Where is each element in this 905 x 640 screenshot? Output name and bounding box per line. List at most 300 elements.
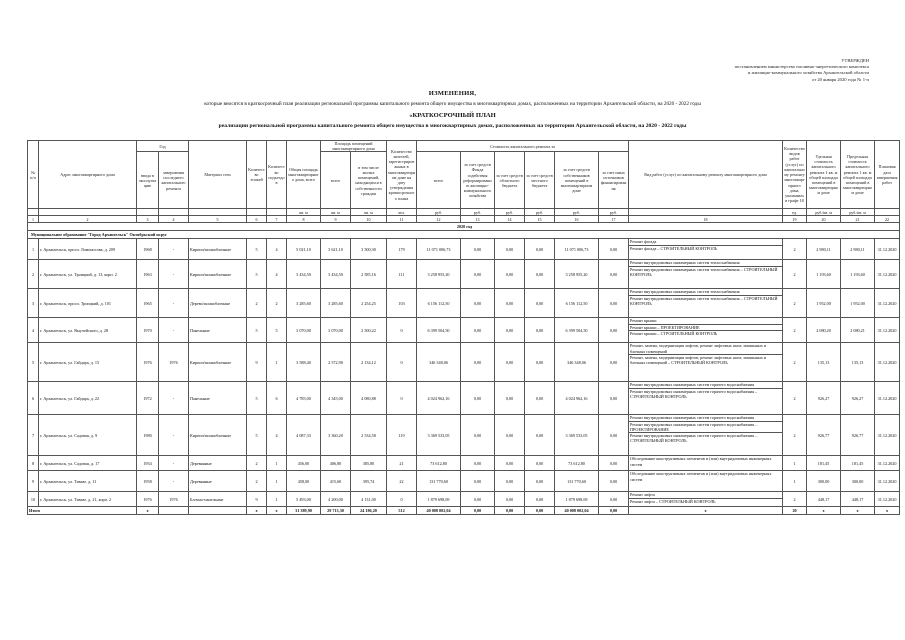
column-number-cell: 8	[287, 216, 321, 223]
cost-region-cell: 0,00	[495, 343, 525, 382]
unit-cell	[267, 209, 287, 216]
table-row	[28, 260, 900, 289]
cost-fund-cell: 0,00	[461, 471, 495, 492]
cost-owners-cell: 73 612,80	[555, 456, 599, 471]
year-built-cell: 1968	[137, 239, 159, 260]
limit-cost-cell: 300,00	[841, 471, 875, 492]
wall-material-cell: Кирпич/шлакоблочные	[189, 260, 247, 289]
area-residential-cell: 385,80	[351, 456, 387, 471]
cost-region-cell: 0,00	[495, 456, 525, 471]
address-cell: г. Архангельск, ул. Троицкий, д. 13, корп. 2	[39, 260, 137, 289]
work-item: Ремонт внутридомовых инженерных систем теплоснабжения – СТРОИТЕЛЬНЫЙ КОНТРОЛЬ	[630, 295, 778, 306]
column-number-cell: 9	[321, 216, 351, 223]
column-number-cell: 16	[555, 216, 599, 223]
works-count-cell: 2	[783, 239, 807, 260]
area-residential-cell: 3 500,30	[351, 239, 387, 260]
floors-cell: 5	[247, 415, 267, 456]
column-number-cell: 11	[387, 216, 417, 223]
row-number: 2	[28, 260, 39, 289]
unit-cost-cell: 2 980,11	[807, 239, 841, 260]
work-item: Ремонт внутридомовых инженерных систем горячего водоснабжения	[629, 415, 782, 421]
document-title: ИЗМЕНЕНИЯ,	[428, 90, 477, 97]
work-item: Ремонт внутридомовых инженерных систем теплоснабжения	[629, 260, 782, 266]
works-cell	[629, 343, 783, 382]
cost-fund-cell: 0,00	[461, 456, 495, 471]
limit-cost-cell: 1 193,60	[841, 260, 875, 289]
table-row	[28, 382, 900, 415]
header-cost-region: за счет средств областного бюджета	[495, 152, 525, 209]
header-works: Вид работ (услуг) по капитальному ремонту многоквартирного дома	[629, 141, 783, 209]
residents-cell: 21	[387, 456, 417, 471]
cost-fund-cell: 0,00	[461, 343, 495, 382]
header-cost-fund: за счет средств Фонда содействия реформированию жилищно-коммунального хозяйства	[461, 152, 495, 209]
cost-local-cell: 0,00	[525, 471, 555, 492]
limit-cost-cell: 2 980,11	[841, 239, 875, 260]
wall-material-cell: Панельные	[189, 382, 247, 415]
unit-cost-cell: 1 952,00	[807, 289, 841, 318]
residents-cell: 0	[387, 318, 417, 343]
residents-cell: 22	[387, 471, 417, 492]
cost-owners-cell: 3 258 955,20	[555, 260, 599, 289]
row-number: 8	[28, 456, 39, 471]
cost-fund-cell: 0,00	[461, 318, 495, 343]
work-item: Ремонт крыши – СТРОИТЕЛЬНЫЙ КОНТРОЛЬ	[630, 330, 718, 336]
cost-total-cell: 6 399 504,50	[417, 318, 461, 343]
approval-stamp	[679, 58, 869, 83]
floors-cell: 5	[247, 239, 267, 260]
table-row	[28, 492, 900, 507]
year-built-cell: 1976	[137, 492, 159, 507]
residents-cell: 111	[387, 260, 417, 289]
work-item: Ремонт лифта – СТРОИТЕЛЬНЫЙ КОНТРОЛЬ	[630, 498, 716, 504]
area-total-cell: 3 070,00	[287, 318, 321, 343]
cost-total-cell: 73 612,80	[417, 456, 461, 471]
cost-region-cell: 0,00	[495, 382, 525, 415]
area-residential-cell: 2 585,16	[351, 260, 387, 289]
unit-cell: кв. м	[351, 209, 387, 216]
column-number-cell: 1	[28, 216, 39, 223]
deadline-cell: 31.12.2020	[875, 382, 900, 415]
cost-other-cell: 0,00	[599, 260, 629, 289]
deadline-cell: 31.12.2020	[875, 343, 900, 382]
table-row	[28, 289, 900, 318]
unit-cell: чел.	[387, 209, 417, 216]
cost-local-cell: 0,00	[525, 318, 555, 343]
cost-fund-cell: 0,00	[461, 382, 495, 415]
header-cost-local: за счет средств местного бюджета	[525, 152, 555, 209]
header-unit-cost: Удельная стоимость капитального ремонта 1 кв. м общей площади помещений в многоквартирном доме	[807, 141, 841, 209]
deadline-cell: 31.12.2020	[875, 289, 900, 318]
column-number-cell: 19	[783, 216, 807, 223]
plan-title: «КРАТКОСРОЧНЫЙ ПЛАН	[409, 112, 496, 119]
work-item: Ремонт внутридомовых инженерных систем горячего водоснабжения – СТРОИТЕЛЬНЫЙ КОНТРОЛЬ	[630, 433, 758, 444]
column-number-cell: 21	[841, 216, 875, 223]
residents-cell: 0	[387, 343, 417, 382]
document-subtitle: которые вносятся в краткосрочный план реализации региональной программы капитального ремонта общего имущества в многоквартирных домах, расположенных на территории Архангельской области, на 2020 - 2022 годы	[204, 101, 701, 107]
unit-cell: руб.	[461, 209, 495, 216]
year-built-cell: 1963	[137, 260, 159, 289]
area-residential-cell: 2 254,25	[351, 289, 387, 318]
table-row	[28, 239, 900, 260]
total-fl-cell: x	[247, 507, 267, 515]
cost-other-cell: 0,00	[599, 318, 629, 343]
cost-total-cell: 11 071 006,73	[417, 239, 461, 260]
header-cost-owners: за счет средств собственников помещений в многоквартирном доме	[555, 152, 599, 209]
area-total-cell: 5 493,00	[287, 492, 321, 507]
area-total-cell: 5 021,10	[287, 239, 321, 260]
works-count-cell: 1	[783, 471, 807, 492]
header-residents: Количество жителей, зарегистрированных в многоквартирном доме на дату утверждения краткосрочного плана	[387, 141, 417, 209]
cost-local-cell: 0,00	[525, 239, 555, 260]
column-number-cell: 12	[417, 216, 461, 223]
cost-other-cell: 0,00	[599, 382, 629, 415]
column-number-cell: 13	[461, 216, 495, 223]
row-number: 5	[28, 343, 39, 382]
header-entrances: Количество подъездов	[267, 141, 287, 209]
cost-region-cell: 0,00	[495, 239, 525, 260]
residents-cell: 0	[387, 382, 417, 415]
unit-cost-cell: 2 080,20	[807, 318, 841, 343]
cost-local-cell: 0,00	[525, 382, 555, 415]
address-cell: г. Архангельск, ул. Выучейского, д. 28	[39, 318, 137, 343]
address-cell: г. Архангельск, ул. Садовая, д. 9	[39, 415, 137, 456]
area-residential-cell: 2 500,22	[351, 318, 387, 343]
cost-total-cell: 1 879 698,69	[417, 492, 461, 507]
limit-cost-cell: 448,17	[841, 492, 875, 507]
works-cell	[629, 260, 783, 289]
year-built-cell: 1980	[137, 415, 159, 456]
works-count-cell: 2	[783, 343, 807, 382]
header-year-built: ввода в эксплуатацию	[137, 152, 159, 209]
year-built-cell: 1958	[137, 471, 159, 492]
year-repair-cell: 1976	[159, 343, 189, 382]
column-number-cell: 3	[137, 216, 159, 223]
total-cr-cell: 0,00	[495, 507, 525, 515]
work-item: Обследование конструктивных элементов и (или) внутридомовых инженерных систем	[630, 456, 772, 467]
year-repair-cell: -	[159, 415, 189, 456]
header-num: № п/п	[28, 141, 39, 209]
residents-cell: 103	[387, 289, 417, 318]
column-number-cell: 20	[807, 216, 841, 223]
table-row	[28, 318, 900, 343]
cost-fund-cell: 0,00	[461, 260, 495, 289]
column-number-cell: 2	[39, 216, 137, 223]
year-repair-cell: -	[159, 260, 189, 289]
cost-other-cell: 0,00	[599, 415, 629, 456]
cost-total-cell: 3 369 533,05	[417, 415, 461, 456]
floors-cell: 9	[247, 492, 267, 507]
area-total-cell: 3 588,40	[287, 343, 321, 382]
table-row	[28, 343, 900, 382]
row-number: 6	[28, 382, 39, 415]
floors-cell: 2	[247, 471, 267, 492]
year-repair-cell: 1976	[159, 492, 189, 507]
unit-cell	[247, 209, 267, 216]
unit-cell: кв. м	[321, 209, 351, 216]
total-aa-cell: 29 713,30	[321, 507, 351, 515]
total-works-cell: x	[629, 507, 783, 515]
unit-cost-cell: 448,17	[807, 492, 841, 507]
year-repair-cell: -	[159, 382, 189, 415]
year-built-cell: 1954	[137, 456, 159, 471]
cost-other-cell: 0,00	[599, 289, 629, 318]
cost-region-cell: 0,00	[495, 318, 525, 343]
units-row	[28, 209, 900, 216]
work-item: Ремонт, замена, модернизация лифтов, ремонт лифтовых шахт, машинных и блочных помещений – СТРОИТЕЛЬНЫЙ КОНТРОЛЬ	[630, 354, 767, 366]
work-item: Обследование конструктивных элементов и (или) внутридомовых инженерных систем	[630, 471, 772, 482]
table-row	[28, 471, 900, 492]
deadline-cell: 31.12.2020	[875, 456, 900, 471]
floors-cell: 5	[247, 382, 267, 415]
area-total-cell: 456,00	[287, 456, 321, 471]
residents-cell: 119	[387, 415, 417, 456]
work-item: Ремонт крыши	[629, 318, 782, 324]
limit-cost-cell: 181,45	[841, 456, 875, 471]
unit-cell: руб.	[417, 209, 461, 216]
work-item: Ремонт, замена, модернизация лифтов, ремонт лифтовых шахт, машинных и блочных помещений	[629, 343, 782, 354]
column-number-cell: 10	[351, 216, 387, 223]
unit-cell	[875, 209, 900, 216]
floors-cell: 5	[247, 260, 267, 289]
area-residential-cell: 2 134,12	[351, 343, 387, 382]
cost-other-cell: 0,00	[599, 471, 629, 492]
cost-region-cell: 0,00	[495, 415, 525, 456]
header-year-group: Год	[137, 141, 189, 152]
year-repair-cell: -	[159, 471, 189, 492]
deadline-cell: 31.12.2020	[875, 318, 900, 343]
total-dl-cell: x	[875, 507, 900, 515]
header-cost-total: всего	[417, 152, 461, 209]
entrances-cell: 4	[267, 239, 287, 260]
year-repair-cell: -	[159, 456, 189, 471]
wall-material-cell: Кирпич/шлакоблочные	[189, 239, 247, 260]
entrances-cell: 1	[267, 471, 287, 492]
total-cx-cell: 0,00	[599, 507, 629, 515]
cost-total-cell: 4 024 962,16	[417, 382, 461, 415]
works-cell	[629, 382, 783, 415]
row-number: 1	[28, 239, 39, 260]
work-item: Ремонт фасада – СТРОИТЕЛЬНЫЙ КОНТРОЛЬ	[630, 245, 718, 251]
cost-local-cell: 0,00	[525, 260, 555, 289]
work-item: Ремонт внутридомовых инженерных систем горячего водоснабжения	[629, 382, 782, 388]
entrances-cell: 1	[267, 492, 287, 507]
total-en-cell: x	[267, 507, 287, 515]
area-total-cell: 3 434,50	[287, 260, 321, 289]
work-item: Ремонт внутридомовых инженерных систем горячего водоснабжения – ПРОЕКТИРОВАНИЕ	[629, 422, 782, 433]
total-uc-cell: x	[807, 507, 841, 515]
works-cell	[629, 318, 783, 343]
cost-total-cell: 3 258 955,20	[417, 260, 461, 289]
unit-cost-cell: 1 193,60	[807, 260, 841, 289]
address-cell: г. Архангельск, просп. Троицкий, д. 101	[39, 289, 137, 318]
row-number: 7	[28, 415, 39, 456]
address-cell: г. Архангельск, ул. Садовая, д. 17	[39, 456, 137, 471]
unit-cell: руб.	[495, 209, 525, 216]
header-wall: Материал стен	[189, 141, 247, 209]
wall-material-cell: Блочно-панельные	[189, 492, 247, 507]
works-cell	[629, 471, 783, 492]
cost-owners-cell: 6 156 112,50	[555, 289, 599, 318]
unit-cell: ед.	[783, 209, 807, 216]
total-empty-cell	[159, 507, 189, 515]
unit-cell: кв. м	[287, 209, 321, 216]
entrances-cell: 1	[267, 343, 287, 382]
work-item: Ремонт внутридомовых инженерных систем теплоснабжения – СТРОИТЕЛЬНЫЙ КОНТРОЛЬ	[630, 266, 778, 277]
unit-cell	[137, 209, 159, 216]
cost-total-cell: 131 770,60	[417, 471, 461, 492]
approval-line: и жилищно-коммунального хозяйства Архангельской области	[747, 70, 869, 76]
works-cell	[629, 289, 783, 318]
area-total-cell: 4 785,00	[287, 382, 321, 415]
deadline-cell: 31.12.2020	[875, 471, 900, 492]
entrances-cell: 6	[267, 382, 287, 415]
year-built-cell: 1970	[137, 318, 159, 343]
column-number-cell: 17	[599, 216, 629, 223]
year-repair-cell: -	[159, 318, 189, 343]
total-cl-cell: 0,00	[525, 507, 555, 515]
address-cell: г. Архангельск, ул. Гайдара, д. 15	[39, 343, 137, 382]
header-year-repair: завершения последнего капитального ремонта	[159, 152, 189, 209]
area-all-cell: 4 200,00	[321, 492, 351, 507]
header-works-num: Количество видов работ (услуг) по капитальному ремонту многоквартирного дома, указанных в графе 18	[783, 141, 807, 209]
section-year: 2020 год	[28, 223, 900, 231]
total-co-cell: 40 008 002,04	[555, 507, 599, 515]
header-cost-group: Стоимость капитального ремонта за	[417, 141, 629, 152]
year-repair-cell: -	[159, 239, 189, 260]
works-cell	[629, 456, 783, 471]
year-repair-cell: -	[159, 289, 189, 318]
unit-cell	[159, 209, 189, 216]
total-yb-cell: x	[137, 507, 159, 515]
area-residential-cell: 2 534,58	[351, 415, 387, 456]
row-number: 9	[28, 471, 39, 492]
header-limit-cost: Предельная стоимость капитального ремонта 1 кв. м общей площади помещений в многоквартирном доме	[841, 141, 875, 209]
cost-fund-cell: 0,00	[461, 289, 495, 318]
area-all-cell: 2 572,90	[321, 343, 351, 382]
floors-cell: 5	[247, 318, 267, 343]
header-area-res: в том числе жилых помещений, находящихся в собственности граждан	[351, 152, 387, 209]
column-number-cell: 7	[267, 216, 287, 223]
unit-cell	[39, 209, 137, 216]
limit-cost-cell: 926,77	[841, 415, 875, 456]
cost-owners-cell: 11 071 006,73	[555, 239, 599, 260]
works-count-cell: 2	[783, 260, 807, 289]
unit-cell	[629, 209, 783, 216]
header-floors: Количество этажей	[247, 141, 267, 209]
column-number-cell: 22	[875, 216, 900, 223]
cost-owners-cell: 131 770,60	[555, 471, 599, 492]
area-total-cell: 458,00	[287, 471, 321, 492]
floors-cell: 9	[247, 343, 267, 382]
year-built-cell: 1972	[137, 382, 159, 415]
work-item: Ремонт внутридомовых инженерных систем горячего водоснабжения – СТРОИТЕЛЬНЫЙ КОНТРОЛЬ	[630, 388, 758, 399]
unit-cell	[189, 209, 247, 216]
deadline-cell: 31.12.2020	[875, 239, 900, 260]
column-number-cell: 15	[525, 216, 555, 223]
header-area-all: всего	[321, 152, 351, 209]
area-all-cell: 406,80	[321, 456, 351, 471]
table-row	[28, 456, 900, 471]
header-cost-other: за счет иных источников финансирования	[599, 152, 629, 209]
column-number-cell: 18	[629, 216, 783, 223]
approval-line: от 20 января 2020 года № 1-п	[811, 76, 869, 82]
area-residential-cell: 395,74	[351, 471, 387, 492]
year-built-cell: 1976	[137, 343, 159, 382]
cost-fund-cell: 0,00	[461, 415, 495, 456]
total-empty-cell	[189, 507, 247, 515]
unit-cell: руб.	[555, 209, 599, 216]
row-number: 3	[28, 289, 39, 318]
unit-cost-cell: 300,00	[807, 471, 841, 492]
address-cell: г. Архангельск, ул. Тимме, д. 11	[39, 471, 137, 492]
area-all-cell: 3 434,50	[321, 260, 351, 289]
total-wn-cell: 20	[783, 507, 807, 515]
cost-local-cell: 0,00	[525, 343, 555, 382]
wall-material-cell: Кирпич/шлакоблочные	[189, 415, 247, 456]
works-count-cell: 2	[783, 415, 807, 456]
header-area-total: Общая площадь многоквартирного дома, всего	[287, 141, 321, 209]
total-res-cell: 512	[387, 507, 417, 515]
unit-cost-cell: 926,77	[807, 415, 841, 456]
cost-region-cell: 0,00	[495, 492, 525, 507]
deadline-cell: 31.12.2020	[875, 415, 900, 456]
work-item: Ремонт внутридомовых инженерных систем теплоснабжения	[629, 289, 782, 295]
works-cell	[629, 415, 783, 456]
header-address: Адрес многоквартирного дома	[39, 141, 137, 209]
cost-region-cell: 0,00	[495, 471, 525, 492]
cost-local-cell: 0,00	[525, 492, 555, 507]
column-number-cell: 4	[159, 216, 189, 223]
column-number-cell: 14	[495, 216, 525, 223]
wall-material-cell: Панельные	[189, 318, 247, 343]
area-residential-cell: 4 080,88	[351, 382, 387, 415]
cost-owners-cell: 4 024 962,16	[555, 382, 599, 415]
unit-cell	[28, 209, 39, 216]
total-ct-cell: 40 008 002,04	[417, 507, 461, 515]
unit-cost-cell: 181,45	[807, 456, 841, 471]
cost-owners-cell: 6 399 504,50	[555, 318, 599, 343]
cost-other-cell: 0,00	[599, 456, 629, 471]
area-all-cell: 3 621,10	[321, 239, 351, 260]
total-ar-cell: 24 186,20	[351, 507, 387, 515]
residents-cell: 0	[387, 492, 417, 507]
deadline-cell: 31.12.2020	[875, 260, 900, 289]
cost-total-cell: 6 156 112,50	[417, 289, 461, 318]
wall-material-cell: Деревянные	[189, 471, 247, 492]
cost-region-cell: 0,00	[495, 289, 525, 318]
unit-cell: руб./кв. м	[807, 209, 841, 216]
entrances-cell: 5	[267, 318, 287, 343]
limit-cost-cell: 2 080,21	[841, 318, 875, 343]
wall-material-cell: Деревянные	[189, 456, 247, 471]
header-area-group: Площадь помещений многоквартирного дома	[321, 141, 387, 152]
area-all-cell: 4 345,00	[321, 382, 351, 415]
area-total-cell: 4 087,33	[287, 415, 321, 456]
column-number-cell: 6	[247, 216, 267, 223]
total-label: Итого	[28, 507, 137, 515]
total-at-cell: 31 389,90	[287, 507, 321, 515]
table-row	[28, 415, 900, 456]
floors-cell: 2	[247, 289, 267, 318]
column-number-cell: 5	[189, 216, 247, 223]
row-number: 4	[28, 318, 39, 343]
unit-cell: руб.	[525, 209, 555, 216]
unit-cost-cell: 135,13	[807, 343, 841, 382]
unit-cell: руб.	[599, 209, 629, 216]
address-cell: г. Архангельск, ул. Гайдара, д. 22	[39, 382, 137, 415]
plan-subtitle: реализации региональной программы капитального ремонта общего имущества в многоквартирных домах, расположенных на территории Архангельской области, на 2020 - 2022 годы	[218, 123, 687, 129]
limit-cost-cell: 135,13	[841, 343, 875, 382]
